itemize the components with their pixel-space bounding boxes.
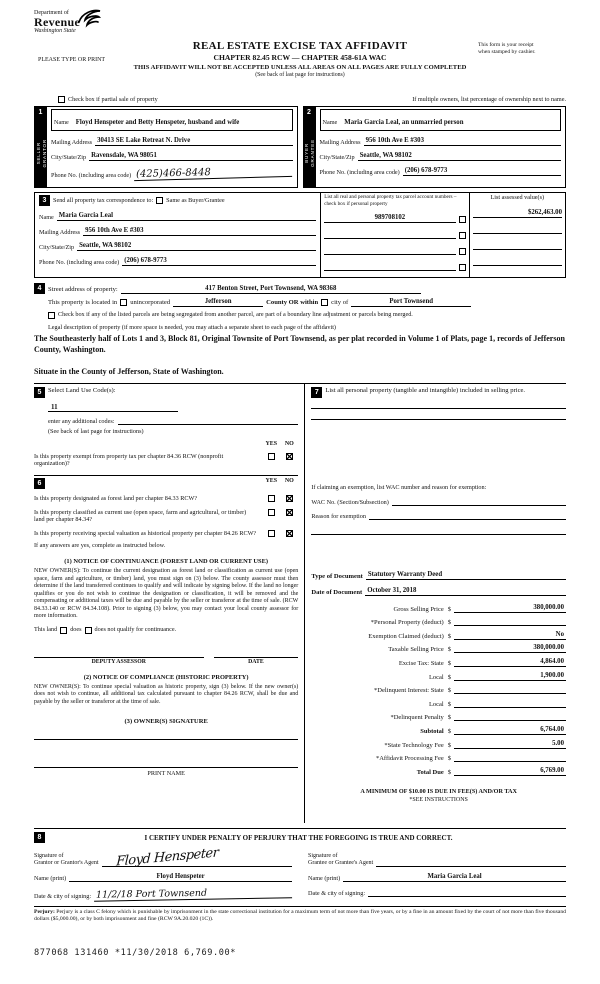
- notice-compliance-title: (2) NOTICE OF COMPLIANCE (HISTORIC PROPERTY): [83, 673, 249, 681]
- dollar-sign: $: [447, 768, 451, 776]
- type-of-document-label: Type of Document: [311, 572, 363, 580]
- notice-continuance-body: NEW OWNER(S): To continue the current designation as forest land or classification as current use (open space, farm and agriculture, or timber) land, you must sign on (3) below. The county assessor must then determine if the land transferred continues to qualify and will indicate by signing below. If the land no longer qualifies or you do not wish to continue the designation or classification, it will be removed and the compensating or additional taxes will be due and payable by the seller or transferor at the time of sale. (RCW 84.33.140 or RCW 84.34.108). Prior to signing (3) below, you may contact your local county assessor for more information.: [34, 568, 299, 619]
- does-label: does: [70, 626, 82, 634]
- seller-citystatezip-field[interactable]: Ravensdale, WA 98051: [89, 152, 292, 161]
- personal-property-field-2[interactable]: [311, 409, 566, 420]
- personal-property-field-1[interactable]: [311, 398, 566, 409]
- dollar-sign: $: [447, 727, 451, 735]
- deputy-assessor-date-field[interactable]: [214, 648, 299, 658]
- correspondence-label: Send all property tax correspondence to:: [53, 197, 154, 205]
- forest-land-question: Is this property designated as forest land per chapter 84.33 RCW?: [34, 495, 198, 503]
- section-1-badge: 1: [35, 107, 46, 118]
- seller-section: [34, 106, 298, 188]
- exempt-question-text: Is this property exempt from property tax per chapter 84.36 RCW (nonprofit organization)?: [34, 452, 224, 468]
- dollar-sign: $: [447, 673, 451, 681]
- assessed-value-field-3[interactable]: [473, 241, 562, 250]
- exempt-yes-checkbox[interactable]: [268, 453, 275, 460]
- current-use-question: Is this property classified as current use (open space, farm and agricultural, or timber) land per chapter 84.34?: [34, 508, 247, 524]
- grantor-name-print-field[interactable]: Floyd Henspeter: [69, 873, 292, 882]
- seller-name-box: [51, 109, 293, 131]
- section5-yes-header: YES: [265, 440, 278, 447]
- partial-sale-label: Check box if partial sale of property: [68, 96, 158, 103]
- exemption-note: If claiming an exemption, list WAC number and reason for exemption:: [311, 484, 487, 492]
- section-4-badge: 4: [34, 283, 45, 294]
- parcel-field-3[interactable]: [324, 246, 455, 255]
- delinquent-penalty-row: *Delinquent Penalty $: [311, 712, 566, 721]
- buyer-citystatezip-label: City/State/Zip: [319, 154, 355, 162]
- warning-line: THIS AFFIDAVIT WILL NOT BE ACCEPTED UNLESS ALL AREAS ON ALL PAGES ARE FULLY COMPLETED: [133, 64, 467, 71]
- legal-description-label: Legal description of property (if more space is needed, you may attach a separate sheet to each page of the affidavit): [48, 323, 336, 331]
- grantee-date-city-label: Date & city of signing:: [308, 890, 366, 898]
- additional-codes-field[interactable]: [118, 416, 299, 425]
- total-due-field[interactable]: 6,769.00: [454, 767, 566, 776]
- notice-continuance-title: (1) NOTICE OF CONTINUANCE (FOREST LAND OR CURRENT USE): [64, 558, 268, 566]
- buyer-name-label: Name: [322, 119, 338, 127]
- seller-side-label: SELLER: [35, 141, 41, 165]
- assessed-value-field-1[interactable]: $262,463.00: [473, 209, 562, 218]
- buyer-rail: [304, 107, 316, 187]
- perjury-label: Perjury:: [34, 909, 55, 916]
- corr-phone-label: Phone No. (including area code): [39, 259, 120, 267]
- land-use-section: [34, 387, 298, 467]
- personal-property-section: [305, 384, 566, 823]
- dollar-sign: $: [447, 741, 451, 749]
- deputy-assessor-label: DEPUTY ASSESSOR: [91, 658, 146, 665]
- delinquent-penalty-field[interactable]: [454, 712, 566, 721]
- dollar-sign: $: [447, 646, 451, 654]
- delinquent-interest-local-field[interactable]: [454, 699, 566, 708]
- land-does-not-checkbox[interactable]: [85, 627, 92, 634]
- land-use-label: Select Land Use Code(s):: [48, 387, 116, 395]
- affidavit-processing-fee-row: *Affidavit Processing Fee $: [311, 753, 566, 762]
- reason-field-1[interactable]: [369, 511, 566, 520]
- section-7-badge: 7: [311, 387, 322, 398]
- street-address-field[interactable]: 417 Benton Street, Port Townsend, WA 98368: [121, 285, 421, 294]
- parcel-header: List all real and personal property tax parcel account numbers – check box if personal property: [324, 194, 457, 207]
- segregated-checkbox[interactable]: [48, 312, 55, 319]
- perjury-notice: [34, 906, 566, 923]
- buyer-citystatezip-field[interactable]: Seattle, WA 98102: [358, 152, 561, 161]
- unincorporated-label: unincorporated: [130, 298, 171, 306]
- grantor-signature-block: [34, 845, 292, 901]
- date-of-document-field[interactable]: October 31, 2018: [365, 587, 566, 596]
- does-not-label: does not qualify for continuance.: [94, 626, 177, 634]
- forest-yes-checkbox[interactable]: [268, 495, 275, 502]
- section5-no-header: NO: [284, 440, 294, 447]
- buyer-mailing-label: Mailing Address: [319, 139, 361, 147]
- dollar-sign: $: [447, 660, 451, 667]
- receipt-note: [478, 42, 566, 56]
- dollar-sign: $: [447, 700, 451, 708]
- grantor-date-city-label: Date & city of signing:: [34, 893, 92, 901]
- left-column: [34, 384, 305, 823]
- type-of-document-field[interactable]: Statutory Warranty Deed: [366, 571, 566, 580]
- exemption-claimed-row: Exemption Claimed (deduct) $ No: [368, 630, 564, 640]
- city-field[interactable]: Port Townsend: [351, 298, 471, 307]
- see-instructions-note: *SEE INSTRUCTIONS: [409, 796, 468, 803]
- dollar-sign: $: [447, 755, 451, 763]
- receipt-note-line2: when stamped by cashier.: [478, 48, 536, 55]
- delinquent-interest-state-field[interactable]: [454, 685, 566, 694]
- dollar-sign: $: [447, 714, 451, 722]
- owners-print-name-field[interactable]: [34, 754, 298, 768]
- gross-selling-price-row: Gross Selling Price $ 380,000.00: [393, 603, 564, 613]
- wac-field[interactable]: [392, 497, 566, 506]
- seller-citystatezip-label: City/State/Zip: [51, 154, 87, 162]
- forest-no-checkbox[interactable]: [286, 495, 293, 502]
- tax-correspondence-section: [34, 192, 566, 278]
- grantor-side-label: GRANTOR: [41, 138, 47, 168]
- logo-washington-state: Washington State: [34, 28, 76, 34]
- corr-name-field[interactable]: Maria Garcia Leal: [57, 212, 316, 221]
- please-type-or-print: PLEASE TYPE OR PRINT: [38, 57, 106, 63]
- assessed-value-field-4[interactable]: [473, 257, 562, 266]
- personal-property-deduct-row: *Personal Property (deduct) $: [311, 617, 566, 626]
- dor-logo: [34, 10, 102, 34]
- logo-revenue: Revenue: [34, 15, 81, 29]
- see-back-note: (See back of last page for instructions): [255, 72, 345, 78]
- grantee-side-label: GRANTEE: [310, 139, 315, 167]
- grantee-agent-label: Grantee or Grantee's Agent: [308, 860, 374, 867]
- receipt-note-line1: This form is your receipt: [478, 42, 534, 48]
- section6-no-header: NO: [284, 478, 294, 485]
- historic-no-checkbox[interactable]: [286, 530, 293, 537]
- grantee-date-city-field[interactable]: [368, 888, 566, 897]
- reason-label: Reason for exemption: [311, 512, 366, 520]
- dor-swoosh-icon: [76, 8, 102, 30]
- reason-field-2[interactable]: [311, 524, 566, 535]
- county-field[interactable]: Jefferson: [173, 298, 263, 307]
- minimum-due-note: A MINIMUM OF $10.00 IS DUE IN FEE(S) AND/OR TAX: [360, 787, 517, 795]
- dollar-sign: $: [447, 619, 451, 627]
- section6-yes-header: YES: [265, 478, 278, 485]
- historic-question: Is this property receiving special valuation as historical property per chapter 84.26 RCW?: [34, 529, 257, 537]
- seller-name-field[interactable]: Floyd Henspeter and Betty Henspeter, husband and wife: [75, 119, 240, 127]
- logo-department-of: Department of: [34, 10, 69, 16]
- parties-row: [34, 106, 566, 188]
- seller-rail: [35, 107, 47, 187]
- total-due-row: Total Due $ 6,769.00: [416, 766, 564, 776]
- header: [34, 8, 566, 94]
- city-of-checkbox[interactable]: [321, 299, 328, 306]
- grantor-agent-label: Grantor or Grantor's Agent: [34, 860, 99, 867]
- buyer-section: [303, 106, 567, 188]
- owners-signature-field[interactable]: [34, 726, 298, 740]
- date-of-document-label: Date of Document: [311, 588, 363, 596]
- grantor-signature-of-label: Signature of: [34, 853, 64, 860]
- if-yes-note: If any answers are yes, complete as instructed below.: [34, 542, 166, 550]
- continuance-section: [34, 475, 298, 777]
- notice-compliance-body: NEW OWNER(S): To continue special valuation as historic property, sign (3) below. If the new owner(s) does not wish to continue, all additional tax calculated pursuant to chapter 84.26 RCW, shall be due and payable by the seller or transferor at the time of sale.: [34, 683, 299, 705]
- corr-name-label: Name: [39, 214, 54, 222]
- dollar-sign: $: [447, 632, 451, 640]
- seller-name-label: Name: [54, 119, 69, 127]
- land-does-checkbox[interactable]: [60, 627, 67, 634]
- wac-label: WAC No. (Section/Subsection): [311, 498, 389, 506]
- exempt-no-checkbox[interactable]: [286, 453, 293, 460]
- excise-tax-local-row: Local $ 1,900.00: [428, 671, 564, 681]
- taxable-selling-price-field[interactable]: 380,000.00: [454, 644, 566, 653]
- buyer-mailing-field[interactable]: 956 10th Ave E #303: [364, 137, 561, 146]
- excise-tax-state-row: Excise Tax: State $ 4,864.00: [398, 658, 564, 667]
- excise-tax-local-field[interactable]: 1,900.00: [454, 672, 566, 681]
- current-use-yes-checkbox[interactable]: [268, 509, 275, 516]
- parcel-field-2[interactable]: [324, 230, 455, 239]
- same-as-buyer-checkbox[interactable]: [156, 197, 163, 204]
- partial-sale-checkbox[interactable]: [58, 96, 65, 103]
- corr-mailing-label: Mailing Address: [39, 229, 81, 237]
- parcel-personal-checkbox-2[interactable]: [459, 232, 466, 239]
- seller-mailing-label: Mailing Address: [51, 139, 93, 147]
- subtotal-row: Subtotal $ 6,764.00: [420, 725, 564, 735]
- state-technology-fee-row: *State Technology Fee $ 5.00: [384, 739, 564, 749]
- middle-columns: [34, 383, 566, 823]
- situate-line: Situate in the County of Jefferson, State of Washington.: [34, 367, 224, 377]
- property-section: [34, 283, 566, 376]
- subtotal-field[interactable]: 6,764.00: [454, 726, 566, 735]
- affidavit-processing-fee-field[interactable]: [454, 753, 566, 762]
- parcel-personal-checkbox-1[interactable]: [459, 216, 466, 223]
- print-name-label: PRINT NAME: [147, 769, 185, 777]
- unincorporated-checkbox[interactable]: [120, 299, 127, 306]
- grantor-signature-script: Floyd Henspeter: [115, 845, 219, 870]
- buyer-name-field[interactable]: Maria Garcia Leal, an unmarried person: [344, 119, 464, 127]
- fee-table: [311, 604, 566, 776]
- excise-tax-state-field[interactable]: 4,864.00: [454, 658, 566, 667]
- this-land-label: This land: [34, 626, 58, 634]
- seller-phone-field[interactable]: (425)466-8448: [134, 165, 293, 181]
- dollar-sign: $: [447, 687, 451, 695]
- same-as-buyer-label: Same as Buyer/Grantee: [166, 197, 225, 205]
- certification-section: [34, 828, 566, 900]
- form-title: REAL ESTATE EXCISE TAX AFFIDAVIT: [192, 40, 408, 52]
- city-of-label: city of: [331, 298, 349, 306]
- cashier-stamp: 877068 131460 *11/30/2018 6,769.00*: [34, 948, 237, 958]
- buyer-name-box: [320, 109, 562, 131]
- legal-description-field[interactable]: The Southeasterly half of Lots 1 and 3, Block 81, Original Townsite of Port Townsend, as per plat recorded in Volume 1 of Plats, page 1, records of Jefferson County, Washington.: [34, 334, 565, 354]
- corr-mailing-field[interactable]: 956 10th Ave E #303: [83, 227, 316, 236]
- buyer-side-label: BUYER: [304, 142, 309, 163]
- deputy-date-label: DATE: [248, 658, 264, 665]
- grantor-date-city-field[interactable]: 11/2/18 Port Townsend: [94, 886, 292, 901]
- street-address-label: Street address of property:: [48, 286, 118, 294]
- delinquent-interest-local-row: Local $: [311, 699, 566, 708]
- exemption-claimed-field[interactable]: No: [454, 631, 566, 640]
- section5-see-back-note: (See back of last page for instructions): [48, 428, 144, 436]
- owners-signature-label: (3) OWNER(S) SIGNATURE: [124, 717, 208, 725]
- personal-property-deduct-field[interactable]: [454, 617, 566, 626]
- chapter-line: CHAPTER 82.45 RCW — CHAPTER 458-61A WAC: [213, 53, 387, 62]
- assessed-value-field-2[interactable]: [473, 225, 562, 234]
- corr-phone-field[interactable]: (206) 678-9773: [122, 257, 316, 266]
- section-2-badge: 2: [304, 107, 315, 118]
- personal-property-label: List all personal property (tangible and intangible) included in selling price.: [325, 387, 526, 395]
- section-6-badge: 6: [34, 478, 45, 489]
- grantor-signature-field[interactable]: [102, 845, 292, 870]
- parcel-personal-checkbox-4[interactable]: [459, 264, 466, 271]
- additional-codes-label: enter any additional codes:: [48, 418, 115, 426]
- taxable-selling-price-row: Taxable Selling Price $ 380,000.00: [388, 644, 564, 654]
- grantee-signature-block: [308, 848, 566, 900]
- grantee-name-print-label: Name (print): [308, 875, 341, 883]
- assessed-header: List assessed value(s): [490, 194, 545, 202]
- buyer-phone-label: Phone No. (including area code): [319, 169, 400, 177]
- located-in-label: This property is located in: [48, 298, 118, 306]
- seller-mailing-field[interactable]: 30413 SE Lake Retreat N. Drive: [95, 137, 292, 146]
- parcel-field-4[interactable]: [324, 262, 455, 271]
- state-technology-fee-field[interactable]: 5.00: [454, 740, 566, 749]
- section-8-badge: 8: [34, 832, 45, 843]
- multiple-owners-note: If multiple owners, list percentage of ownership next to name.: [412, 96, 566, 103]
- deputy-assessor-signature-field[interactable]: [34, 648, 204, 658]
- dollar-sign: $: [447, 605, 451, 613]
- grantee-signature-of-label: Signature of: [308, 853, 338, 860]
- seller-phone-label: Phone No. (including area code): [51, 172, 132, 180]
- section-3-badge: 3: [39, 195, 50, 206]
- section-5-badge: 5: [34, 387, 45, 398]
- buyer-phone-field[interactable]: (206) 678-9773: [403, 167, 561, 176]
- corr-citystatezip-field[interactable]: Seattle, WA 98102: [77, 242, 316, 251]
- land-use-code-field[interactable]: 11: [48, 403, 178, 412]
- partial-sale-row: [34, 96, 566, 103]
- current-use-no-checkbox[interactable]: [286, 509, 293, 516]
- gross-selling-price-field[interactable]: 380,000.00: [454, 604, 566, 613]
- grantee-name-print-field[interactable]: Maria Garcia Leal: [343, 873, 566, 882]
- parcel-personal-checkbox-3[interactable]: [459, 248, 466, 255]
- certify-statement: I CERTIFY UNDER PENALTY OF PERJURY THAT THE FOREGOING IS TRUE AND CORRECT.: [144, 833, 453, 842]
- parcel-field-1[interactable]: 989708102: [324, 214, 455, 223]
- delinquent-interest-state-row: *Delinquent Interest: State $: [311, 685, 566, 694]
- corr-citystatezip-label: City/State/Zip: [39, 244, 75, 252]
- segregated-label: Check box if any of the listed parcels are being segregated from another parcel, are part of a boundary line adjustment or parcels being merged.: [58, 311, 413, 319]
- historic-yes-checkbox[interactable]: [268, 530, 275, 537]
- grantee-signature-field[interactable]: [376, 848, 566, 867]
- county-or-within-label: County OR within: [266, 298, 319, 306]
- grantor-name-print-label: Name (print): [34, 875, 67, 883]
- perjury-body: Perjury is a class C felony which is punishable by imprisonment in the state correctional institution for a maximum term of not more than five years, or by a fine in an amount fixed by the court of not more than five thousand dollars ($5,000.00), or by both imprisonment and fine (RCW 9A.20.020 (1C)).: [34, 909, 567, 923]
